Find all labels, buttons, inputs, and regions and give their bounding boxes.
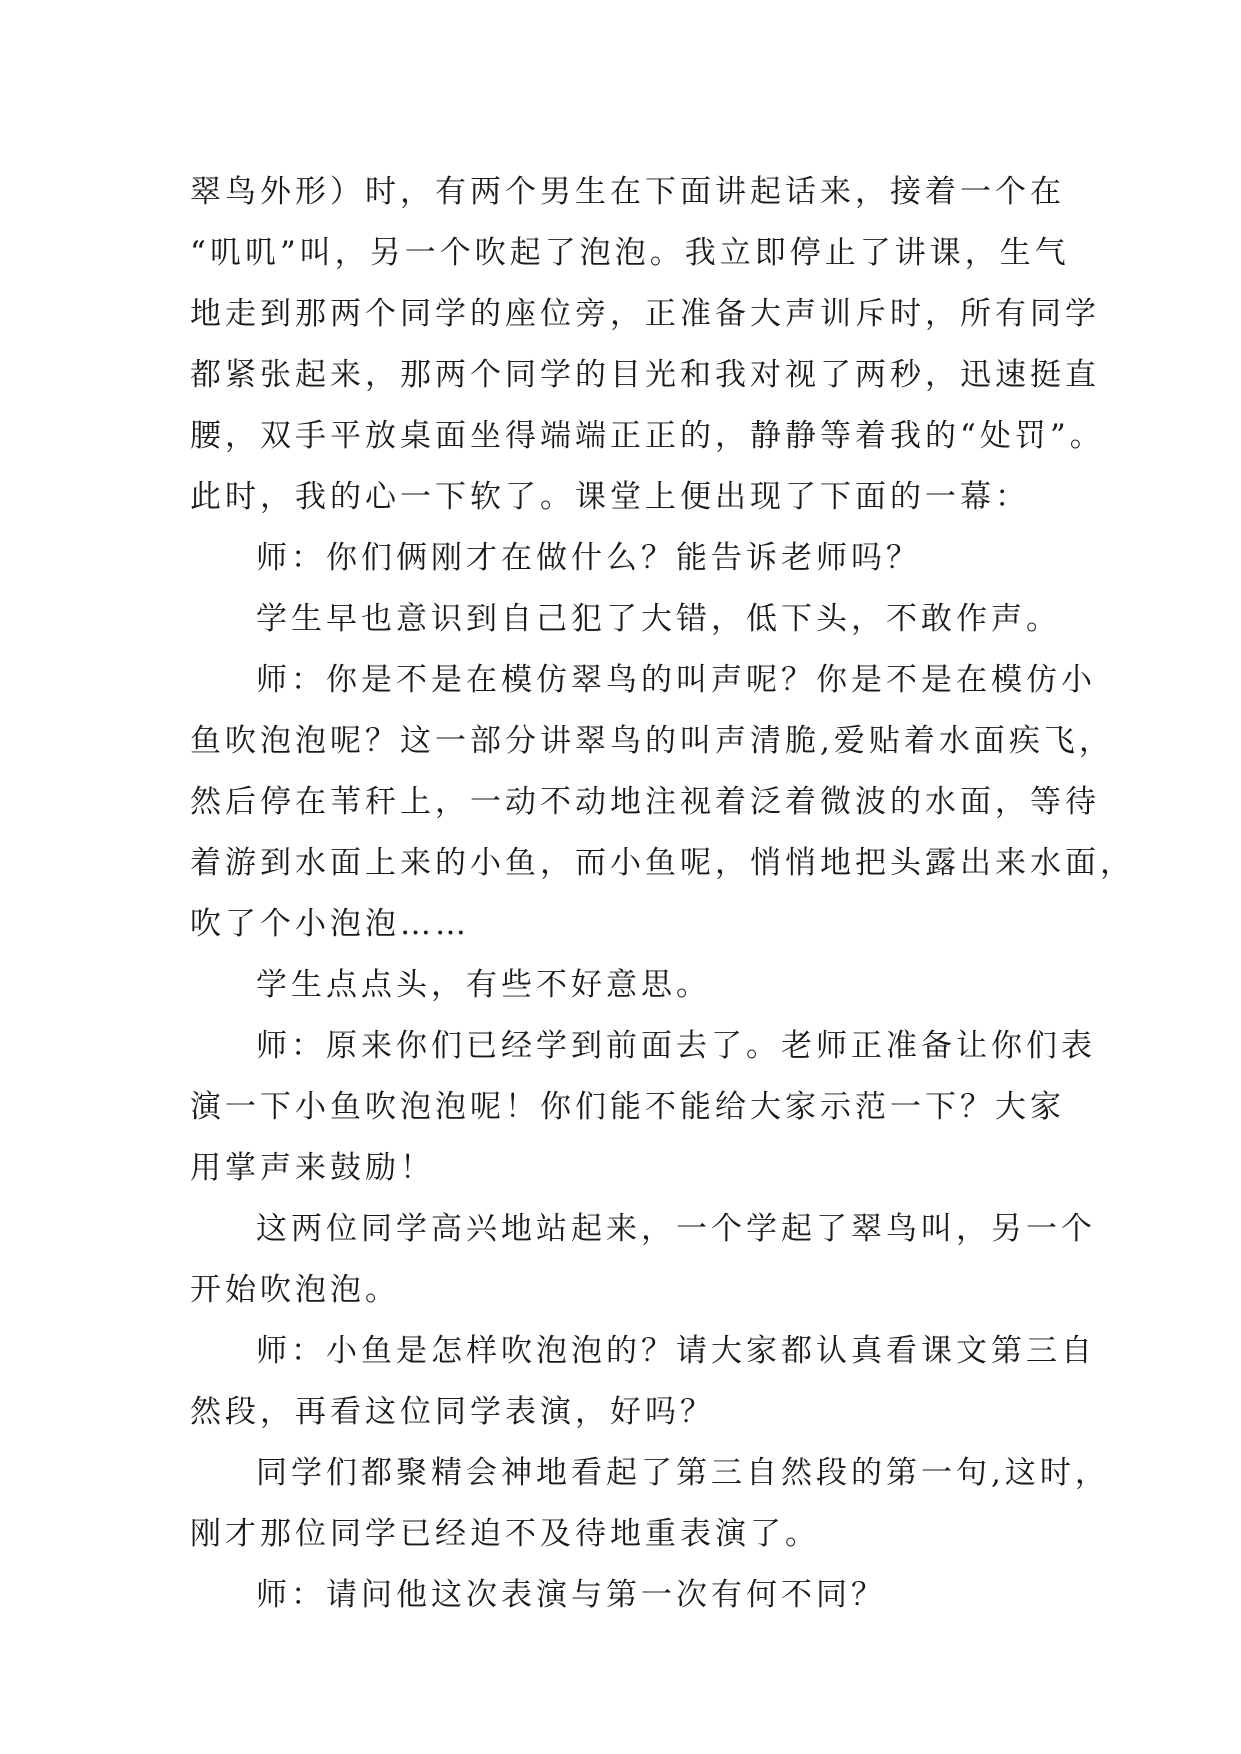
text-line: 然段，再看这位同学表演，好吗？ xyxy=(190,1394,715,1430)
text-line: 地走到那两个同学的座位旁，正准备大声训斥时，所有同学 xyxy=(190,296,1100,332)
text-line: 开始吹泡泡。 xyxy=(190,1272,400,1308)
paragraph-line: 同学们都聚精会神地看起了第三自然段的第一句,这时， xyxy=(256,1455,1110,1491)
text-line: 鱼吹泡泡呢？这一部分讲翠鸟的叫声清脆,爱贴着水面疾飞， xyxy=(190,723,1114,759)
dialogue-line: 师：小鱼是怎样吹泡泡的？请大家都认真看课文第三自 xyxy=(256,1333,1096,1369)
dialogue-line: 师：你是不是在模仿翠鸟的叫声呢？你是不是在模仿小 xyxy=(256,662,1096,698)
text-line: 腰，双手平放桌面坐得端端正正的，静静等着我的“处罚”。 xyxy=(190,418,1105,454)
dialogue-line: 师：你们俩刚才在做什么？能告诉老师吗？ xyxy=(256,540,921,576)
text-line: 翠鸟外形）时，有两个男生在下面讲起话来，接着一个在 xyxy=(190,174,1065,210)
text-line: 然后停在苇秆上，一动不动地注视着泛着微波的水面，等待 xyxy=(190,784,1100,820)
body-text xyxy=(190,162,1135,1626)
paragraph-line: 这两位同学高兴地站起来，一个学起了翠鸟叫，另一个 xyxy=(256,1211,1096,1247)
text-line: 着游到水面上来的小鱼，而小鱼呢，悄悄地把头露出来水面， xyxy=(190,845,1135,881)
paragraph-line: 学生早也意识到自己犯了大错，低下头，不敢作声。 xyxy=(256,601,1061,637)
text-line: 刚才那位同学已经迫不及待地重表演了。 xyxy=(190,1516,820,1552)
text-line: 此时，我的心一下软了。课堂上便出现了下面的一幕： xyxy=(190,479,1030,515)
text-line: “叽叽”叫，另一个吹起了泡泡。我立即停止了讲课，生气 xyxy=(190,235,1070,271)
text-line: 演一下小鱼吹泡泡呢！你们能不能给大家示范一下？大家 xyxy=(190,1089,1065,1125)
paragraph-line: 学生点点头，有些不好意思。 xyxy=(256,967,711,1003)
dialogue-line: 师：请问他这次表演与第一次有何不同？ xyxy=(256,1577,886,1613)
text-line: 都紧张起来，那两个同学的目光和我对视了两秒，迅速挺直 xyxy=(190,357,1100,393)
dialogue-line: 师：原来你们已经学到前面去了。老师正准备让你们表 xyxy=(256,1028,1096,1064)
text-line: 吹了个小泡泡…… xyxy=(190,906,470,942)
text-line: 用掌声来鼓励！ xyxy=(190,1150,435,1186)
